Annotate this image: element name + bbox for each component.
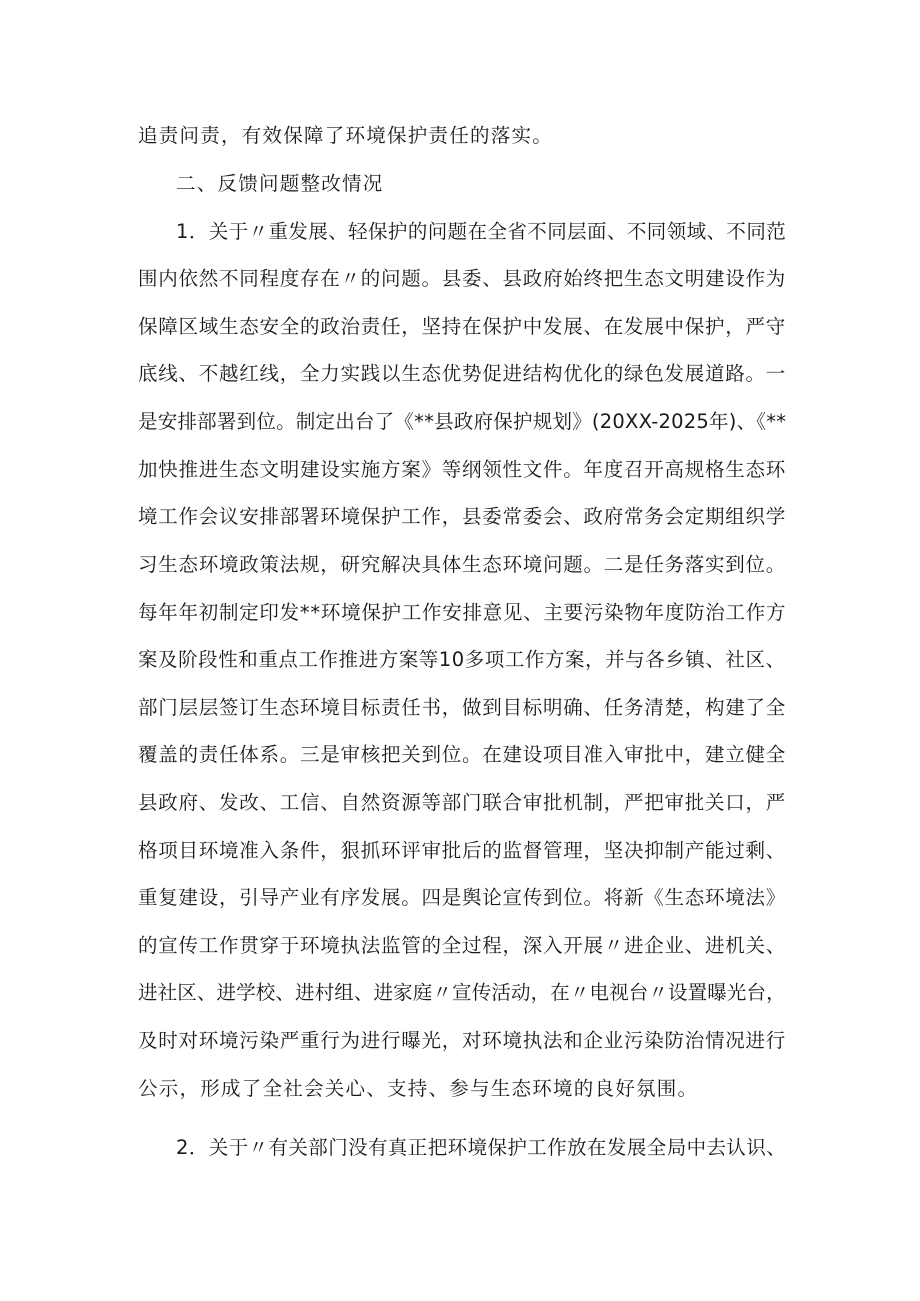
text-line: 县政府、发改、工信、自然资源等部门联合审批机制，严把审批关口，严 <box>138 791 787 814</box>
text-line: 习生态环境政策法规，研究解决具体生态环境问题。二是任务落实到位。 <box>138 553 787 576</box>
text-line: 是安排部署到位。制定出台了《**县政府保护规划》(20XX-2025年)、《** <box>138 410 787 433</box>
text-line: 1．关于〃重发展、轻保护的问题在全省不同层面、不同领域、不同范 <box>176 220 787 243</box>
text-line: 重复建设，引导产业有序发展。四是舆论宣传到位。将新《生态环境法》 <box>138 886 787 909</box>
text-line: 的宣传工作贯穿于环境执法监管的全过程，深入开展〃进企业、进机关、 <box>138 934 787 957</box>
text-line: 格项目环境准入条件，狠抓环评审批后的监督管理，坚决抑制产能过剩、 <box>138 839 787 862</box>
text-line: 2．关于〃有关部门没有真正把环境保护工作放在发展全局中去认识、 <box>176 1136 787 1159</box>
text-line: 境工作会议安排部署环境保护工作，县委常委会、政府常务会定期组织学 <box>138 505 787 528</box>
text-line: 追责问责，有效保障了环境保护责任的落实。 <box>138 124 554 147</box>
section-heading: 二、反馈问题整改情况 <box>176 172 384 195</box>
text-line: 案及阶段性和重点工作推进方案等10多项工作方案，并与各乡镇、社区、 <box>138 648 786 671</box>
text-line: 公示，形成了全社会关心、支持、参与生态环境的良好氛围。 <box>138 1077 699 1100</box>
text-line: 底线、不越红线，全力实践以生态优势促进结构优化的绿色发展道路。一 <box>138 362 787 385</box>
text-line: 覆盖的责任体系。三是审核把关到位。在建设项目准入审批中，建立健全 <box>138 743 787 766</box>
text-line: 加快推进生态文明建设实施方案》等纲领性文件。年度召开高规格生态环 <box>138 458 787 481</box>
text-line: 每年年初制定印发**环境保护工作安排意见、主要污染物年度防治工作方 <box>138 601 787 624</box>
text-line: 进社区、进学校、进村组、进家庭〃宣传活动，在〃电视台〃设置曝光台， <box>138 981 786 1004</box>
text-line: 保障区域生态安全的政治责任，坚持在保护中发展、在发展中保护，严守 <box>138 315 787 338</box>
text-line: 及时对环境污染严重行为进行曝光，对环境执法和企业污染防治情况进行 <box>138 1029 787 1052</box>
text-line: 部门层层签订生态环境目标责任书，做到目标明确、任务清楚，构建了全 <box>138 696 787 719</box>
text-line: 围内依然不同程度存在〃的问题。县委、县政府始终把生态文明建设作为 <box>138 267 787 290</box>
